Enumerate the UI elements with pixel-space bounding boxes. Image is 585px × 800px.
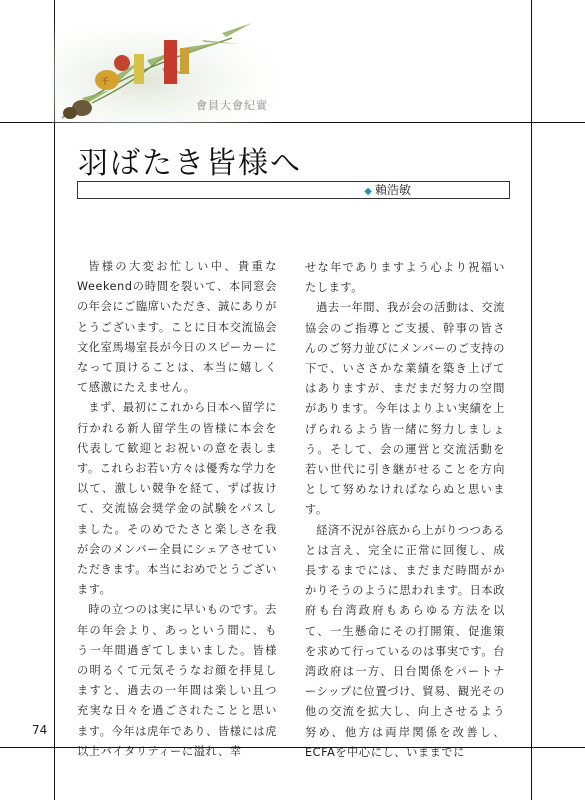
page-number: 74 [32,723,48,737]
paragraph: 過去一年間、我が会の活動は、交流協会のご指導とご支援、幹事の皆さんのご努力並びにメンバーのご支持の下で、いささかな業績を築き上げてはありますが、まだまだ努力の空間があります。今年はよりよい実績を上げられるよう皆一緒に努力しましょう。そして、会の運営と交流活動を若い世代に引き継がせることを方向として努めなければならぬと思います。 [305,301,505,517]
diamond-icon: ◆ [364,186,372,197]
paragraph: 皆様の大変お忙しい中、貴重なWeekendの時間を裂いて、本同窓会の年会にご臨席いただき、誠にありがとうございます。ことに日本交流協会文化室馬場室長が今日のスピーカーになって頂けることは、本当に嬉しくて感激にたえません。 [77,260,277,395]
author-name: 賴浩敏 [374,183,411,197]
article-title: 羽ばたき皆様へ [78,146,302,181]
right-column [305,258,505,763]
paragraph: 時の立つのは実に早いものです。去年の年会より、あっという間に、もう一年間過ぎてしまいました。皆様の明るくて元気そうなお顔を拝見しますと、過去の一年間は楽しい且つ充実な日々を過ごされたことと思います。今年は虎年であり、皆様には虎以上バイタリティーに溢れ、幸 [77,603,277,758]
author-bar [77,181,510,199]
paragraph: せな年でありますよう心より祝福いたします。 [305,261,505,295]
left-column [77,257,277,762]
svg-text:千: 千 [101,77,109,86]
crop-line-right [531,0,532,800]
paragraph: まず、最初にこれから日本へ留学に行かれる新人留学生の皆様に本会を代表して歓迎とお祝いの意を表します。これらお若い方々は優秀な学力を以て、激しい競争を経て、ずば抜けて、交流協会奨学金の試験をパスしました。そのめでたさと楽しさを我が会のメンバー全員にシェアさせていただきます。本当におめでとうございます。 [77,401,277,597]
paragraph: 経済不況が谷底から上がりつつあるとは言え、完全に正常に回復し、成長するまでには、まだまだ時間がかかりそうのように思われます。日本政府も台湾政府もあらゆる方法を以て、一生懸命にその打開策、促進策を求めて行っているのは事実です。台湾政府は一方、日台関係をパートナーシップに位置づけ、貿易、観光その他の交流を拡大し、向上させるよう努め、他方は両岸関係を改善し、ECFAを中心にし、いままでに [305,523,505,759]
author-line [364,182,411,200]
section-label: 會員大會紀實 [196,99,268,112]
